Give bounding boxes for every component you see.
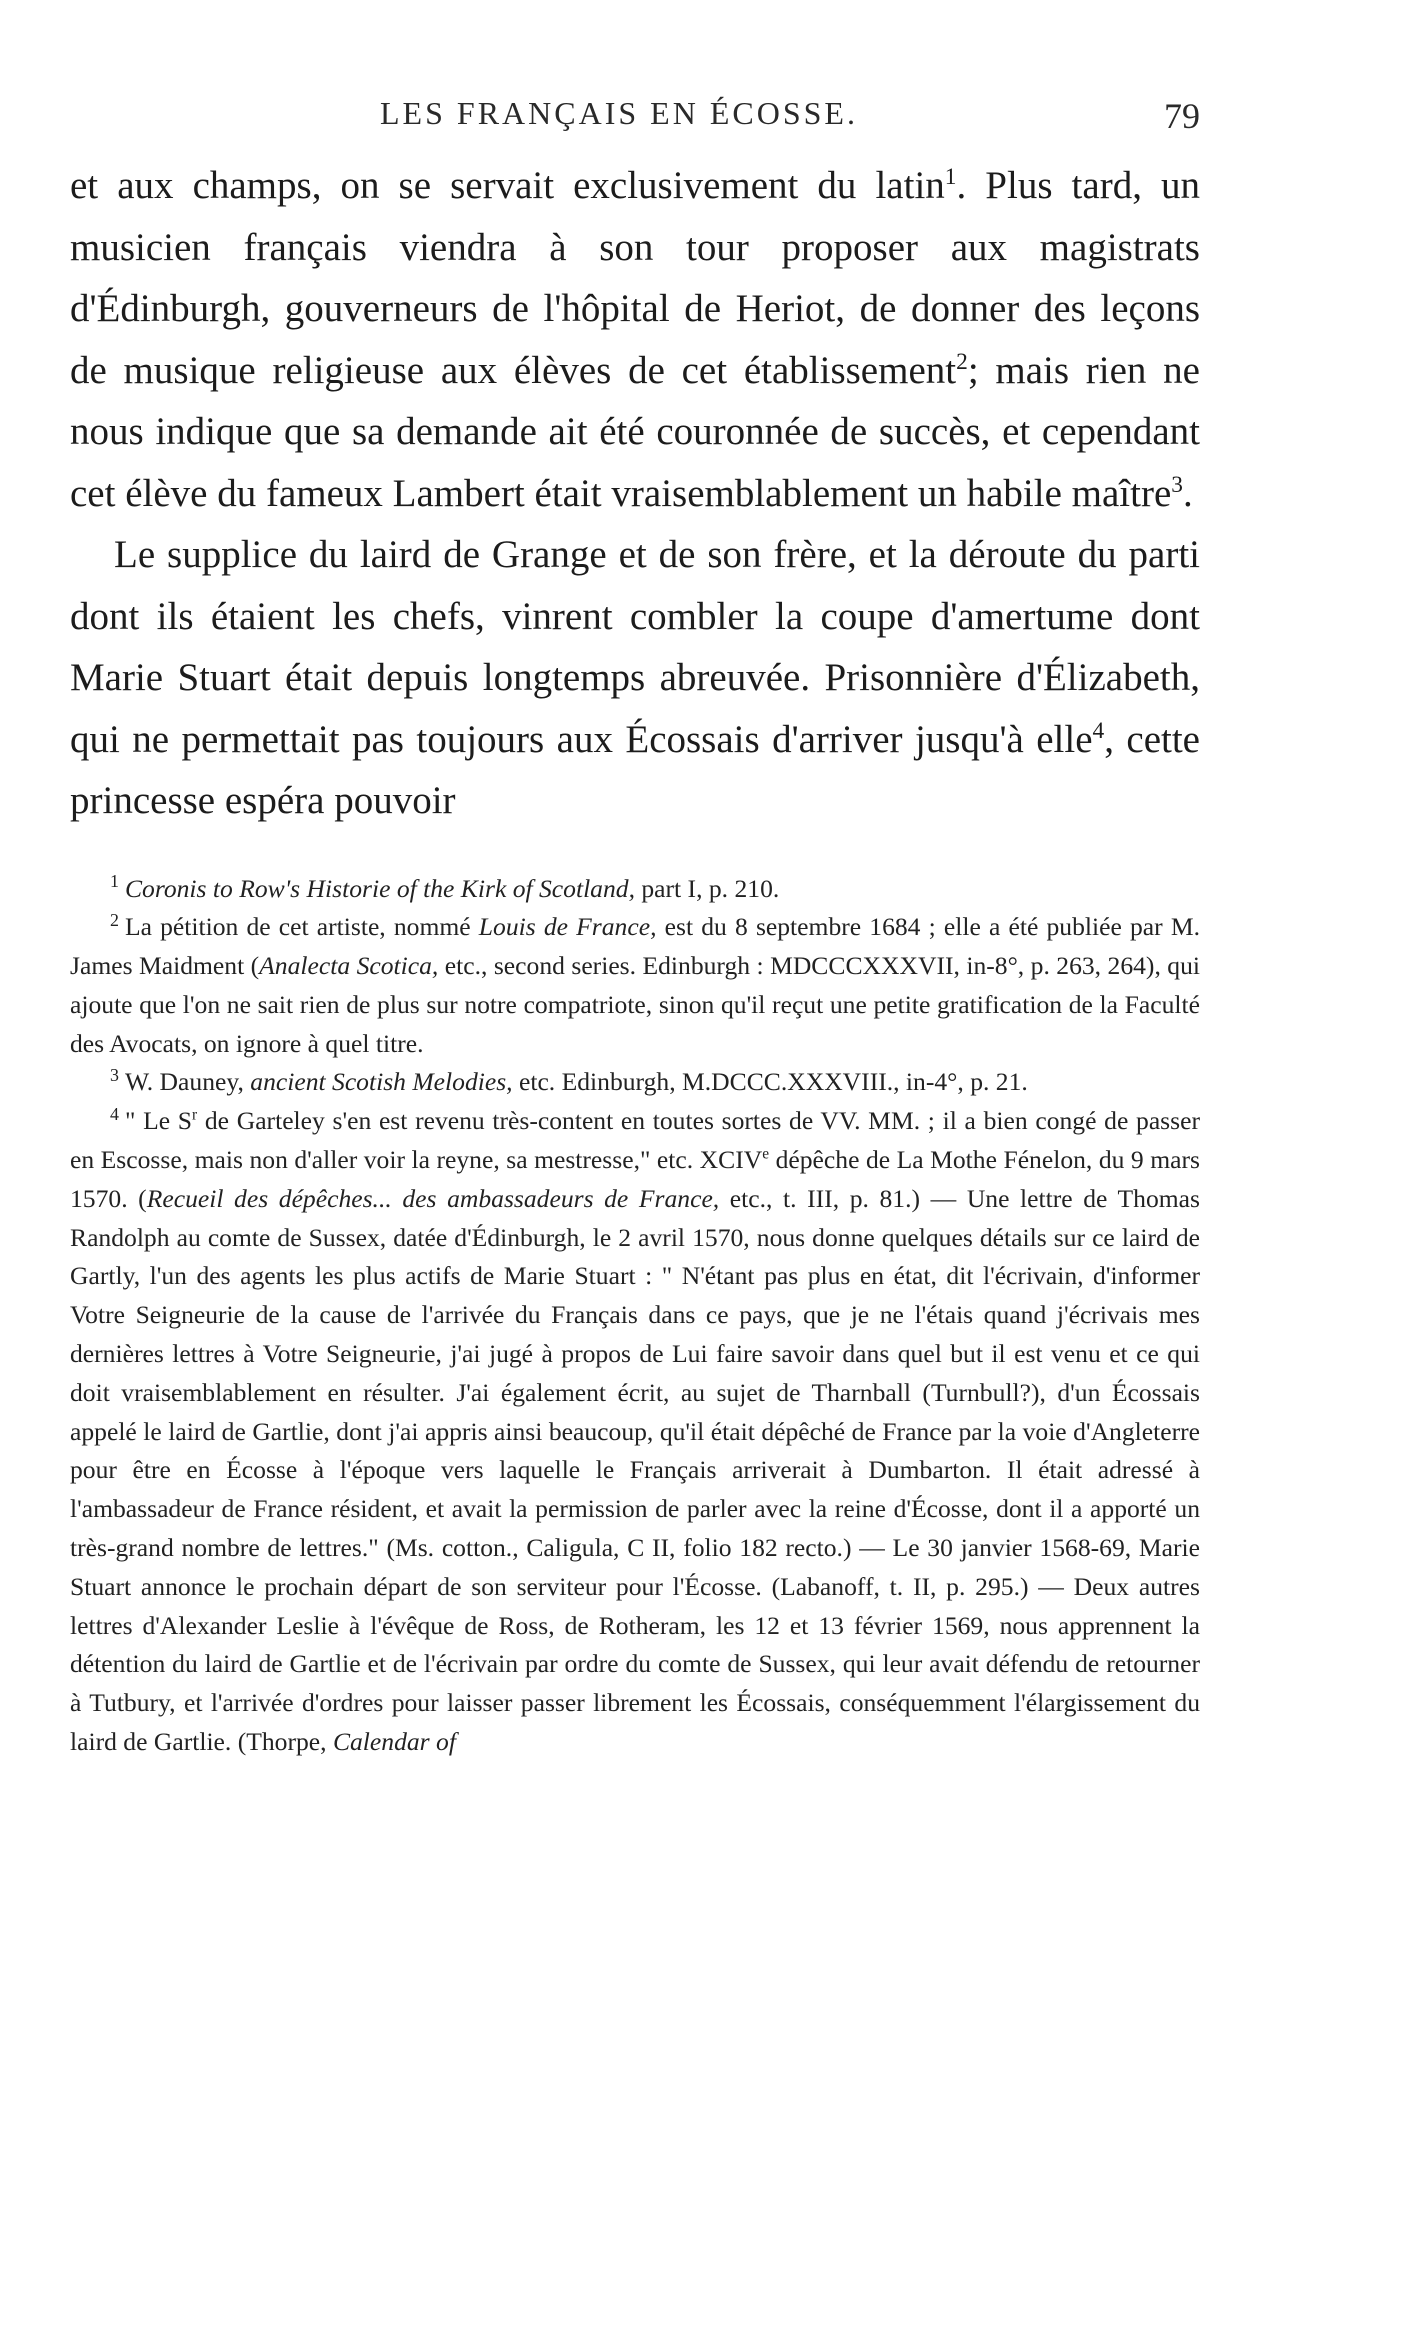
footnote-2 (70, 908, 1200, 1063)
paragraph-2-text-b: , cette princesse espéra pouvoir (70, 717, 1200, 822)
footnote-4-superscript-r: r (192, 1106, 198, 1124)
footnote-4-text-a: " Le S (124, 1106, 193, 1136)
note-ref-3: 3 (1171, 471, 1183, 498)
paragraph-1-text-d: . (1182, 471, 1193, 515)
footnote-1 (70, 870, 1200, 909)
footnote-2-name: Louis de France, (478, 912, 657, 942)
footnote-4 (70, 1102, 1200, 1762)
footnote-2-title: Analecta Scotica, (259, 951, 439, 981)
main-text (70, 155, 1200, 832)
page-header (70, 95, 1200, 143)
footnote-1-title: Coronis to Row's Historie of the Kirk of Scotland, (124, 873, 635, 903)
footnote-4-title-2: Calendar of (332, 1727, 456, 1757)
footnote-marker: 3 (110, 1064, 119, 1085)
footnote-1-text: part I, p. 210. (634, 873, 780, 903)
note-ref-4: 4 (1092, 717, 1105, 744)
footnote-4-title: Recueil des dépêches... des ambassadeurs de France, (146, 1183, 720, 1213)
footnote-4-text-c: dépêche de La Mothe Fénelon, du 9 mars 1570. ( (70, 1145, 1200, 1213)
note-ref-2: 2 (956, 348, 968, 375)
footnotes (70, 870, 1200, 1762)
note-ref-1: 1 (944, 164, 957, 190)
footnote-2-text-a: La pétition de cet artiste, nommé (124, 912, 479, 942)
paragraph-1 (70, 155, 1200, 524)
footnote-marker: 1 (110, 870, 119, 891)
paragraph-1-text-c: ; mais rien ne nous indique que sa demande ait été couronnée de succès, et cependant cet élève du fameux Lambert était vraisemblablement un habile maître (70, 348, 1200, 515)
footnote-2-text-b: est du 8 septembre 1684 ; elle a été publiée par M. James Maidment ( (70, 912, 1200, 981)
paragraph-1-text-a: et aux champs, on se servait exclusivement du latin (70, 164, 945, 207)
footnote-4-text-d: etc., t. III, p. 81.) — Une lettre de Thomas Randolph au comte de Sussex, datée d'Édinburgh, le 2 avril 1570, nous donne quelques détails sur ce laird de Gartly, l'un des agents les plus actifs de Marie Stuart : " N'étant pas plus en état, dit l'écrivain, d'informer Votre Seigneurie de la cause de l'arrivée du Français dans ce pays, que je ne l'étais quand j'écrivais mes dernières lettres à Votre Seigneurie, j'ai jugé à propos de Lui faire savoir dans quel but il est venu et ce qui doit vraisemblablement en résulter. J'ai également écrit, au sujet de Tharnball (Turnbull?), d'un Écossais appelé le laird de Gartlie, dont j'ai appris ainsi beaucoup, qu'il était dépêché de France par la voie d'Angleterre pour être en Écosse à l'époque vers laquelle le Français arriverait à Dumbarton. Il était adressé à l'ambassadeur de France résident, et avait la permission de parler avec la reine d'Écosse, dont il a apporté un très-grand nombre de lettres." (Ms. cotton., Caligula, C II, folio 182 recto.) — Le 30 janvier 1568-69, Marie Stuart annonce le prochain départ de son serviteur pour l'Écosse. (Labanoff, t. II, p. 295.) — Deux autres lettres d'Alexander Leslie à l'évêque de Ross, de Rotheram, les 12 et 13 février 1569, nous apprennent la détention du laird de Gartlie et de l'écrivain par ordre du comte de Sussex, qui leur avait défendu de retourner à Tutbury, et l'arrivée d'ordres pour laisser passer librement les Écossais, conséquemment l'élargissement du laird de Gartlie. (Thorpe, (70, 1183, 1200, 1757)
footnote-marker: 2 (110, 909, 119, 930)
paragraph-2-text-a: Le supplice du laird de Grange et de son frère, et la déroute du parti dont ils étaient les chefs, vinrent combler la coupe d'amertume dont Marie Stuart était depuis longtemps abreuvée. Prisonnière d'Élizabeth, qui ne permettait pas toujours aux Écossais d'arriver jusqu'à elle (70, 533, 1200, 761)
footnote-2-text-c: etc., second series. Edinburgh : MDCCCXXXVII, in-8°, p. 263, 264), qui ajoute que l'on ne sait rien de plus sur notre compatriote, sinon qu'il reçut une petite gratification de la Faculté des Avocats, on ignore à quel titre. (70, 951, 1200, 1058)
page-number: 79 (1164, 96, 1200, 136)
footnote-3 (70, 1063, 1200, 1102)
footnote-marker: 4 (110, 1103, 119, 1124)
footnote-4-superscript-e: e (762, 1145, 770, 1163)
footnote-4-text-b: de Garteley s'en est revenu très-content en toutes sortes de VV. MM. ; il a bien congé de passer en Escosse, mais non d'aller voir la reyne, sa mestresse," etc. XCIV (70, 1106, 1200, 1175)
paragraph-2 (70, 524, 1200, 832)
footnote-3-text-a: W. Dauney, (124, 1067, 251, 1097)
footnote-3-title: ancient Scotish Melodies, (250, 1067, 513, 1097)
running-title: LES FRANÇAIS EN ÉCOSSE. (380, 95, 858, 131)
book-page (70, 95, 1200, 1762)
paragraph-1-text-b: . Plus tard, un musicien français viendra à son tour proposer aux magistrats d'Édinburgh, gouverneurs de l'hôpital de Heriot, de donner des leçons de musique religieuse aux élèves de cet établissement (70, 164, 1200, 392)
footnote-3-text-b: etc. Edinburgh, M.DCCC.XXXVIII., in-4°, p. 21. (512, 1067, 1028, 1097)
